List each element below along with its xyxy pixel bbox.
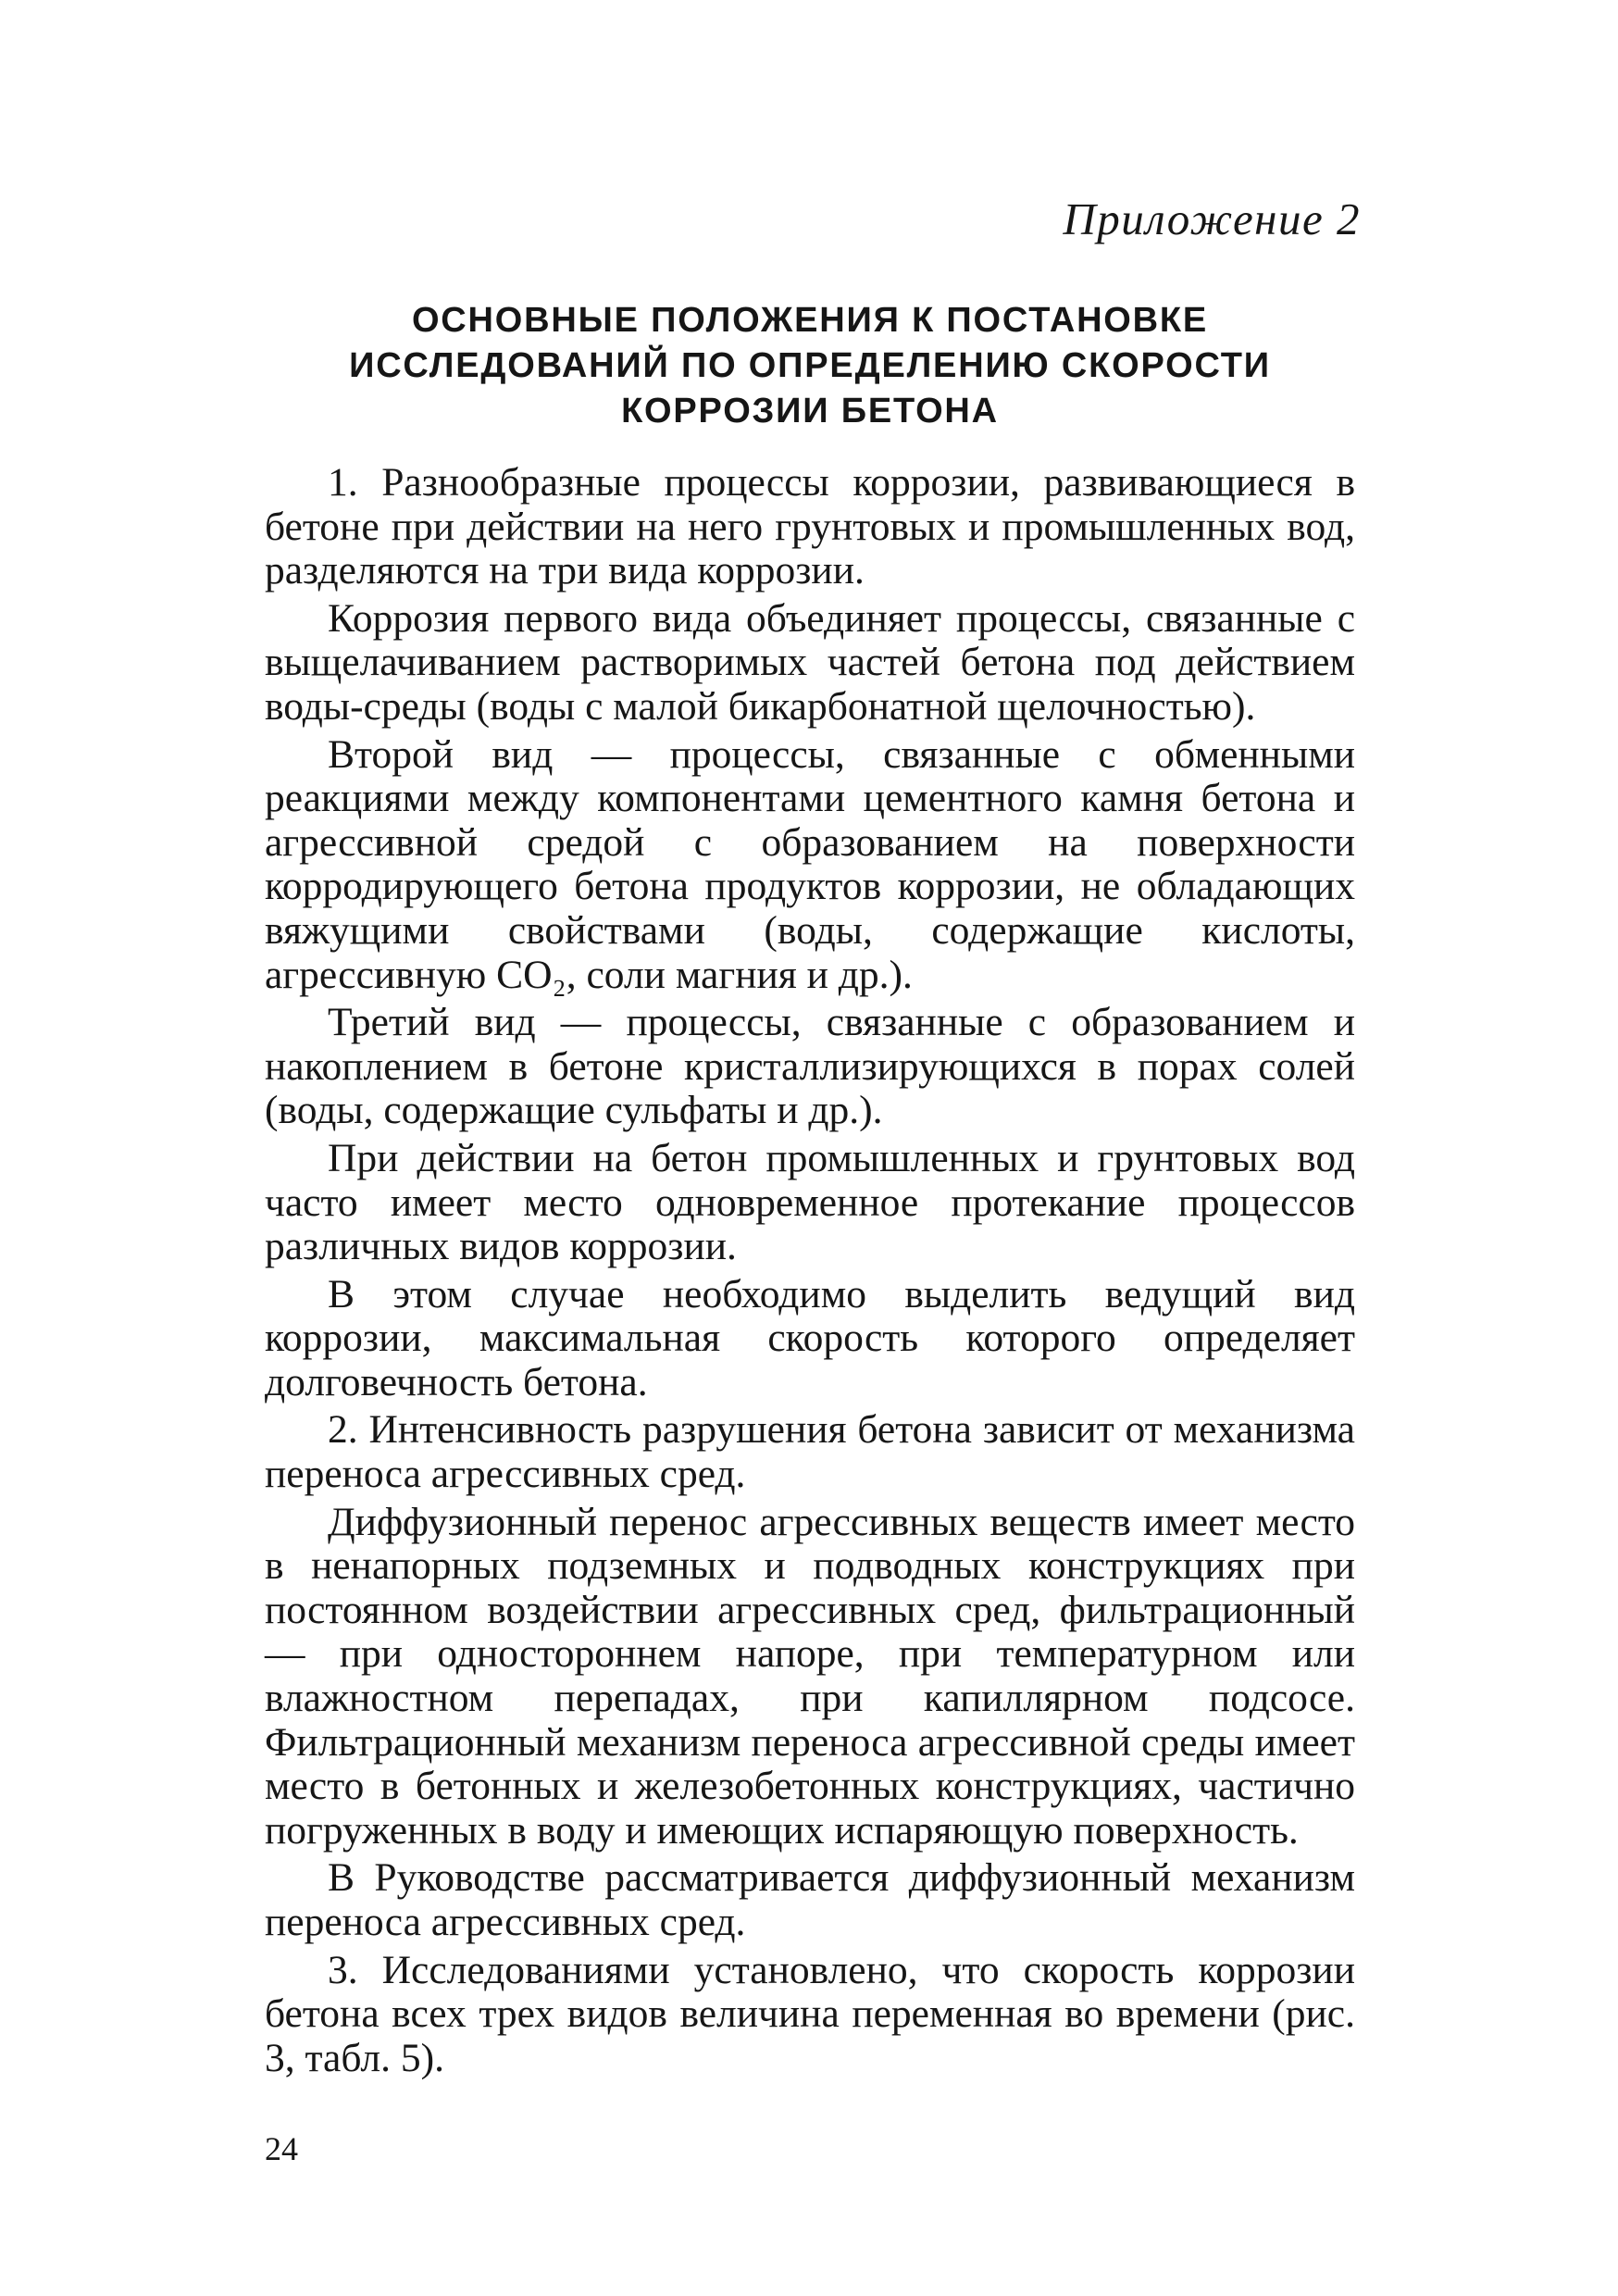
paragraph-4: Третий вид — процессы, связанные с образованием и накоплением в бетоне кристаллизирующихся в порах солей (воды, содержащие сульфаты и др.). xyxy=(265,1000,1355,1133)
paragraph-6: В этом случае необходимо выделить ведущий вид коррозии, максимальная скорость которого определяет долговечность бетона. xyxy=(265,1271,1355,1404)
body-text xyxy=(265,461,1355,2084)
appendix-label: Приложение 2 xyxy=(1063,193,1361,244)
title-line: ИССЛЕДОВАНИЙ ПО ОПРЕДЕЛЕНИЮ СКОРОСТИ xyxy=(349,346,1271,385)
paragraph-9: В Руководстве рассматривается диффузионный механизм переноса агрессивных сред. xyxy=(265,1855,1355,1944)
paragraph-1: 1. Разнообразные процессы коррозии, развивающиеся в бетоне при действии на него грунтовых и промышленных вод, разделяются на три вида коррозии. xyxy=(265,460,1355,593)
paragraph-8: Диффузионный перенос агрессивных веществ имеет место в ненапорных подземных и подводных конструкциях при постоянном воздействии агрессивных сред, фильтрационный — при одностороннем напоре, при температурном или влажностном перепадах, при капиллярном подсосе. Фильтрационный механизм переноса агрессивной среды имеет место в бетонных и железобетонных конструкциях, частично погруженных в воду и имеющих испаряющую поверхность. xyxy=(265,1499,1355,1853)
paragraph-10: 3. Исследованиями установлено, что скорость коррозии бетона всех трех видов величина переменная во времени (рис. 3, табл. 5). xyxy=(265,1947,1355,2080)
title-line: ОСНОВНЫЕ ПОЛОЖЕНИЯ К ПОСТАНОВКЕ xyxy=(411,301,1209,340)
document-title xyxy=(265,298,1355,434)
page-number: 24 xyxy=(265,2130,298,2167)
paragraph-2: Коррозия первого вида объединяет процессы, связанные с выщелачиванием растворимых частей бетона под действием воды-среды (воды с малой бикарбонатной щелочностью). xyxy=(265,595,1355,729)
paragraph-5: При действии на бетон промышленных и грунтовых вод часто имеет место одновременное протекание процессов различных видов коррозии. xyxy=(265,1135,1355,1269)
title-line: КОРРОЗИИ БЕТОНА xyxy=(621,392,999,430)
paragraph-7: 2. Интенсивность разрушения бетона зависит от механизма переноса агрессивных сред. xyxy=(265,1407,1355,1497)
paragraph-3: Второй вид — процессы, связанные с обменными реакциями между компонентами цементного камня бетона и агрессивной средой с образованием на поверхности корродирующего бетона продуктов коррозии, не обладающих вяжущими свойствами (воды, содержащие кислоты, агрессивную CO₂, соли магния и др.). xyxy=(265,731,1355,997)
